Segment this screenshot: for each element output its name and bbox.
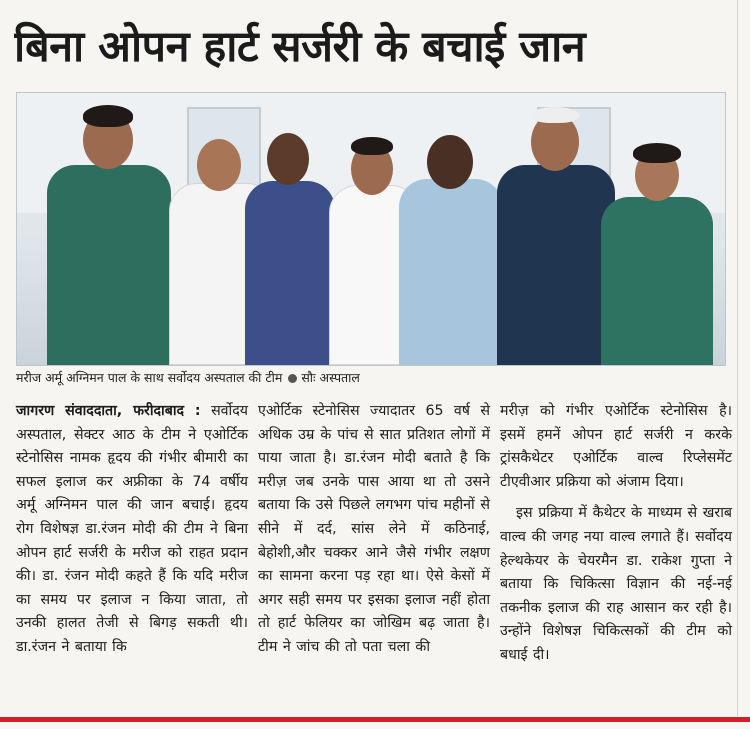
article-column-1 [16,400,248,660]
headline: बिना ओपन हार्ट सर्जरी के बचाई जान [14,22,586,72]
bullet-dot-icon [288,374,297,383]
photo-caption [16,369,724,387]
caption-source: सौः अस्पताल [301,370,360,385]
article-column-2 [258,400,490,660]
caption-text: मरीज अर्मू अग्निमन पाल के साथ सर्वोदय अस्पताल की टीम [16,370,283,385]
page-bottom-rule [0,717,750,722]
byline: जागरण संवाददाता, फरीदाबाद : [16,403,201,419]
person-figure [597,143,717,365]
person-figure [239,107,339,365]
col2-paragraph: एओर्टिक स्टेनोसिस ज्यादातर 65 वर्ष से अधिक उम्र के पांच से सात प्रतिशत लोगों में पाया जाता है। डा.रंजन मोदी बताते है कि मरीज़ जब उनके पास आया था तो उसने बताया कि उसे पिछले लगभग पांच महीनों से सीने में दर्द, सांस लेने में कठिनाई, बेहोशी,और चक्कर आने जैसे गंभीर लक्षण का सामना करना पड़ रहा था। ऐसे केसों में अगर सही समय पर इसका इलाज नहीं होता तो हार्ट फेलियर का जोखिम बढ़ जाता है। टीम ने जांच की तो पता चला की [258,403,490,655]
article-column-3 [500,400,732,668]
person-figure [39,103,179,365]
col3-paragraph-1: मरीज़ को गंभीर एओर्टिक स्टेनोसिस है। इसमें हमनें ओपन हार्ट सर्जरी न करके ट्रांसकैथेटर एओर्टिक वाल्व रिप्लेसमेंट टीएवीआर प्रक्रिया को अंजाम दिया। [500,403,732,490]
team-photo [16,92,726,366]
col1-paragraph: सर्वोदय अस्पताल, सेक्टर आठ के टीम ने एओर्टिक स्टेनोसिस नामक हृदय की गंभीर बीमारी का सफल इलाज कर अफ्रीका के 74 वर्षीय अर्मू अग्निमन पाल की जान बचाई। हृदय रोग विशेषज्ञ डा.रंजन मोदी की टीम ने बिना ओपन हार्ट सर्जरी के मरीज को राहत प्रदान की। डा. रंजन मोदी कहते हैं कि यदि मरीज का समय पर इलाज न किया जाता, तो उनकी हालत तेजी से बिगड़ सकती थी। डा.रंजन ने बताया कि [16,403,248,655]
adjacent-article-fragment [737,0,750,716]
col3-paragraph-2: इस प्रक्रिया में कैथेटर के माध्यम से खराब वाल्व की जगह नया वाल्व लगाते हैं। सर्वोदय हेल्थकेयर के चेयरमैन डा. राकेश गुप्ता ने बताया कि चिकित्सा विज्ञान की नई-नई तकनीक इलाज की राह आसान कर रही है। उन्होंने विशेषज्ञ चिकित्सकों की टीम को बधाई दी। [500,505,732,663]
